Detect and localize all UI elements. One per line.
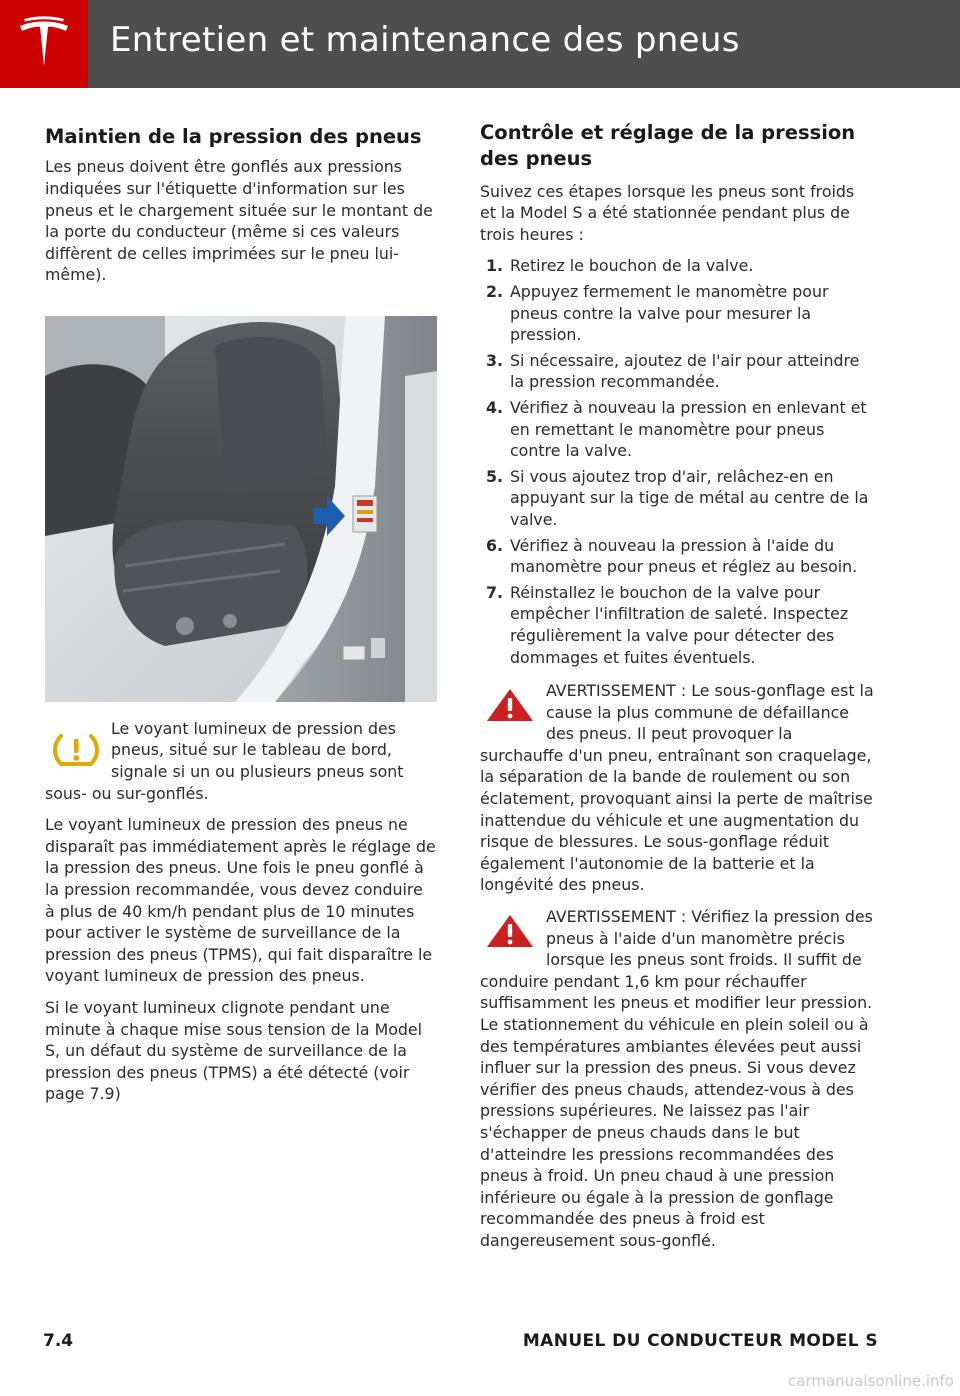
steps-intro: Suivez ces étapes lorsque les pneus sont froids et la Model S a été stationnée pendant plus de trois heures : [480, 181, 855, 244]
list-item: 7. Réinstallez le bouchon de la valve pour empêcher l'infiltration de saleté. Inspectez régulièrement la valve pour détecter des dommages et fuites éventuels. [486, 582, 849, 667]
tpms-note-text: Le voyant lumineux de pression des pneus, situé sur le tableau de bord, signale si un ou plusieurs pneus sont sous- ou sur-gonflés. [45, 718, 404, 803]
page-number: 7.4 [43, 1331, 74, 1351]
list-item: 3. Si nécessaire, ajoutez de l'air pour atteindre la pression recommandée. [486, 350, 860, 392]
page-header [0, 0, 960, 88]
warning-underinflation-text: AVERTISSEMENT : Le sous-gonflage est la cause la plus commune de défaillance des pneus. Il peut provoquer la surchauffe d'un pneu, entraînant son craquelage, la séparation de la bande de roulement ou son éclatement, provoquant ainsi la perte de maîtrise inattendue du véhicule et une augmentation du risque de blessures. Le sous-gonflage réduit également l'autonomie de la batterie et la longévité des pneus. [480, 681, 874, 895]
warning-underinflation [480, 680, 875, 896]
door-pillar-photo [45, 316, 437, 702]
warning-triangle-icon [486, 688, 534, 722]
warning-cold-check [480, 906, 875, 1252]
tpms-note [45, 718, 437, 804]
section-heading-pressure-maintenance: Maintien de la pression des pneus [45, 125, 422, 148]
warning-triangle-icon [486, 914, 534, 948]
page-title: Entretien et maintenance des pneus [110, 20, 740, 60]
watermark: carmanualsonline.info [788, 1372, 954, 1390]
left-column [45, 120, 437, 1115]
brand-logo-box [0, 0, 88, 88]
manual-title: MANUEL DU CONDUCTEUR MODEL S [522, 1331, 878, 1351]
list-item: 6. Vérifiez à nouveau la pression à l'aide du manomètre pour pneus et réglez au besoin. [486, 535, 858, 577]
tpms-reset-paragraph: Le voyant lumineux de pression des pneus ne disparaît pas immédiatement après le réglage de la pression des pneus. Une fois le pneu gonflé à la pression recommandée, vous devez conduire à plus de 40 km/h pendant plus de 10 minutes pour activer le système de surveillance de la pression des pneus (TPMS), qui fait disparaître le voyant lumineux de pression des pneus. [45, 815, 436, 986]
right-column [480, 120, 875, 1262]
tpms-warning-icon [51, 728, 101, 772]
list-item: 5. Si vous ajoutez trop d'air, relâchez-en en appuyant sur la tige de métal au centre de la valve. [486, 466, 869, 529]
warning-cold-check-text: AVERTISSEMENT : Vérifiez la pression des pneus à l'aide d'un manomètre précis lorsque les pneus sont froids. Il suffit de conduire pendant 1,6 km pour réchauffer suffisamment les pneus et modifier leur pression. Le stationnement du véhicule en plein soleil ou à des températures ambiantes élevées peut aussi influer sur la pression des pneus. Si vous devez vérifier des pneus chauds, attendez-vous à des pressions supérieures. Ne laissez pas l'air s'échapper de pneus chauds dans le but d'atteindre les pressions recommandées des pneus à froid. Un pneu chaud à une pression inférieure ou égale à la pression de gonflage recommandée des pneus à froid est dangereusement sous-gonflé. [480, 907, 873, 1250]
intro-paragraph: Les pneus doivent être gonflés aux pressions indiquées sur l'étiquette d'information sur les pneus et le chargement située sur le montant de la porte du conducteur (même si ces valeurs diffèrent de celles imprimées sur le pneu lui-même). [45, 157, 433, 285]
steps-list [480, 255, 875, 668]
list-item: 2. Appuyez fermement le manomètre pour pneus contre la valve pour mesurer la pression. [486, 282, 829, 345]
list-item: 4. Vérifiez à nouveau la pression en enlevant et en remettant le manomètre pour pneus contre la valve. [486, 397, 867, 461]
section-heading-check-adjust: Contrôle et réglage de la pression des pneus [480, 121, 856, 171]
tpms-fault-paragraph: Si le voyant lumineux clignote pendant une minute à chaque mise sous tension de la Model S, un défaut du système de surveillance de la pression des pneus (TPMS) a été détecté (voir page 7.9) [45, 998, 423, 1104]
tesla-logo-icon [14, 14, 74, 74]
list-item: 1. Retirez le bouchon de la valve. [486, 256, 754, 276]
seat-and-pillar-illustration [45, 316, 437, 702]
